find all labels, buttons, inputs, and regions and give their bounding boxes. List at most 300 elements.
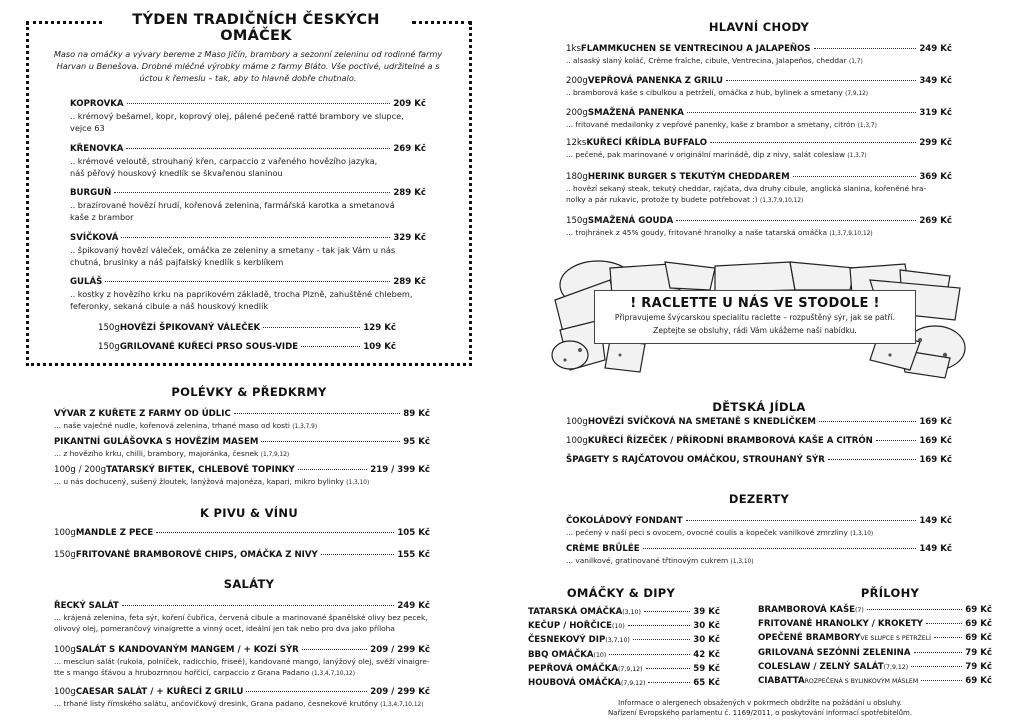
leader-dots xyxy=(234,413,400,414)
item-price: 329 Kč xyxy=(393,232,426,243)
leader-dots xyxy=(643,548,917,549)
item-price: 169 Kč xyxy=(919,436,952,446)
item-weight: 150g xyxy=(98,342,120,352)
item-name: ČESNEKOVÝ DIP xyxy=(528,635,606,646)
side-item xyxy=(758,618,992,630)
item-row xyxy=(98,322,396,334)
item-name: HOUBOVÁ OMÁČKA xyxy=(528,678,621,688)
item-description xyxy=(70,288,426,300)
item-name: CAESAR SALÁT / + KUŘECÍ Z GRILU xyxy=(75,687,244,697)
item-price: 249 Kč xyxy=(919,44,952,54)
side-item xyxy=(758,632,992,645)
item-row xyxy=(758,618,992,630)
sides-title: PŘÍLOHY xyxy=(860,586,920,600)
item-row xyxy=(528,620,720,633)
item-weight: 12ks xyxy=(566,138,587,148)
sauce-item xyxy=(70,232,426,268)
item-allergens: (1,3,10) xyxy=(346,480,370,486)
item-row xyxy=(566,416,952,428)
item-price: 89 Kč xyxy=(403,409,430,419)
leader-dots xyxy=(646,668,691,669)
raclette-line1: Připravujeme švýcarskou specialitu raclette – rozpuštěný sýr, jak se patří. xyxy=(614,313,896,322)
soup-item xyxy=(54,436,430,461)
leader-dots xyxy=(876,440,916,441)
item-name: PEPŘOVÁ OMÁČKA xyxy=(528,663,618,674)
side-item xyxy=(758,661,992,674)
item-row xyxy=(70,232,426,244)
item-row xyxy=(528,606,720,619)
item-allergens: (7) xyxy=(855,607,864,614)
kids-item xyxy=(566,416,952,428)
dip-item xyxy=(528,620,720,633)
item-row xyxy=(758,604,992,617)
leader-dots xyxy=(156,532,394,533)
leader-dots xyxy=(793,176,917,177)
raclette-box xyxy=(594,290,916,344)
item-price: 65 Kč xyxy=(693,678,720,688)
item-description-text: nolky a pár rukavic, protože ty budete potřebovat :) xyxy=(566,195,758,204)
item-price: 69 Kč xyxy=(965,633,992,644)
item-row xyxy=(70,187,426,199)
item-row xyxy=(528,634,720,647)
item-weight: 200g xyxy=(566,76,588,86)
item-row xyxy=(758,675,992,688)
leader-dots xyxy=(819,421,916,422)
item-price: 289 Kč xyxy=(393,277,426,287)
raclette-title: ! RACLETTE U NÁS VE STODOLE ! xyxy=(630,296,880,311)
item-row xyxy=(566,137,952,149)
extra-item xyxy=(98,341,396,353)
side-item xyxy=(758,647,992,659)
item-name: KEČUP / HOŘČICE xyxy=(528,621,613,632)
desserts-title: DEZERTY xyxy=(728,492,790,506)
item-allergens: (1,3,4,7,10,12) xyxy=(311,671,355,677)
item-row xyxy=(566,543,952,555)
item-allergens: (1,7,9,12) xyxy=(260,452,290,458)
soup-item xyxy=(54,464,430,489)
leader-dots xyxy=(644,611,690,612)
item-weight: 100g xyxy=(566,417,588,427)
item-description-text: tte s mango šťávou a hrubozrnnou hořčicí, carpaccio z Grana Padano xyxy=(54,668,310,677)
leader-dots xyxy=(609,654,690,655)
item-row xyxy=(758,632,992,645)
leader-dots xyxy=(686,520,917,521)
leader-dots xyxy=(867,609,963,610)
item-row xyxy=(758,661,992,674)
leader-dots xyxy=(633,639,690,640)
leader-dots xyxy=(298,469,367,470)
salad-item xyxy=(54,600,430,634)
item-weight: 150g xyxy=(98,323,120,333)
item-allergens: (7,9,12) xyxy=(620,680,646,687)
raclette-line2: Zeptejte se obsluhy, rádi Vám ukážeme naši nabídku. xyxy=(653,326,857,335)
extra-item xyxy=(98,322,396,334)
item-name: ŘECKÝ SALÁT xyxy=(54,601,119,611)
beer-item xyxy=(54,549,430,561)
item-price: 69 Kč xyxy=(965,605,992,615)
item-description-text: ... pečený v naší peci s ovocem, ovocné coulis a kopeček vanilkové zmrzliny xyxy=(566,528,848,537)
leader-dots xyxy=(126,148,390,149)
item-name: HOVĚZÍ SVÍČKOVÁ NA SMETANĚ S KNEDLÍČKEM xyxy=(587,417,816,427)
item-weight: 100g xyxy=(54,528,76,538)
item-allergens: (7,9,12) xyxy=(845,91,869,97)
salad-item xyxy=(54,686,430,711)
item-price: 369 Kč xyxy=(919,172,952,182)
item-name: FLAMMKUCHEN SE VENTRECINOU A JALAPEÑOS xyxy=(580,44,811,54)
sauce-item xyxy=(70,98,426,134)
item-allergens: (1,3,7,9,10,12) xyxy=(760,198,804,204)
soup-item xyxy=(54,408,430,433)
item-description-text: .. špikovaný hovězí váleček, omáčka ze zeleniny a smetany - tak jak Vám u nás xyxy=(70,244,396,255)
item-description xyxy=(70,155,426,167)
item-price: 155 Kč xyxy=(397,550,430,560)
item-allergens: (3,10) xyxy=(622,609,641,616)
item-allergens: (1,3,7,9,10,12) xyxy=(829,231,873,237)
item-allergens: (1,3,7) xyxy=(847,153,867,159)
item-description xyxy=(566,55,952,68)
item-description xyxy=(70,300,426,312)
leader-dots xyxy=(261,441,400,442)
item-name: HERINK BURGER S TEKUTÝM CHEDDAREM xyxy=(587,172,790,182)
item-name: COLESLAW / ZELNÝ SALÁT xyxy=(758,661,884,672)
item-price: 209 / 299 Kč xyxy=(370,645,430,655)
item-allergens: (3,7,10) xyxy=(605,637,630,645)
item-description-text: .. alsaský slaný koláč, Crème fraîche, cibule, Ventrecina, Jalapeños, cheddar xyxy=(566,56,847,65)
item-description xyxy=(54,667,430,680)
dip-item xyxy=(528,606,720,619)
item-allergens: (10) xyxy=(593,651,607,659)
item-name: MANDLE Z PECE xyxy=(75,528,154,538)
item-price: 269 Kč xyxy=(919,216,952,226)
item-description xyxy=(54,612,430,623)
salads-title: SALÁTY xyxy=(223,577,275,591)
item-weight: 150g xyxy=(566,216,588,226)
item-price: 169 Kč xyxy=(919,455,952,465)
item-price: 269 Kč xyxy=(393,143,426,154)
item-price: 109 Kč xyxy=(363,342,396,352)
footer-line1: Informace o alergenech obsažených v pokrmech obdržíte na požádání u obsluhy. xyxy=(618,699,902,707)
item-allergens: VE SLUPCE S PETRŽELÍ xyxy=(860,635,931,643)
dessert-item xyxy=(566,543,952,568)
item-row xyxy=(54,686,430,698)
leader-dots xyxy=(321,554,395,555)
item-row xyxy=(758,647,992,659)
leader-dots xyxy=(301,346,360,347)
item-description-text: ... u nás dochucený, sušený žloutek, lanýžová majonéza, kapari, mikro bylinky xyxy=(54,477,344,486)
item-row xyxy=(566,107,952,119)
item-allergens: (1,3,10) xyxy=(730,559,754,565)
item-price: 209 / 299 Kč xyxy=(370,687,430,697)
item-weight: 1ks xyxy=(566,44,581,54)
item-price: 105 Kč xyxy=(397,528,430,538)
item-weight: 180g xyxy=(566,172,588,182)
item-description xyxy=(566,87,952,100)
leader-dots xyxy=(122,605,394,606)
item-row xyxy=(528,663,720,676)
leader-dots xyxy=(302,649,367,650)
leader-dots xyxy=(911,666,962,667)
item-allergens: (1,3,4,7,10,12) xyxy=(380,702,424,708)
item-description xyxy=(54,448,430,461)
item-price: 169 Kč xyxy=(919,417,952,427)
beer-item xyxy=(54,527,430,539)
item-description-text: feferonky, sekaná cibule a náš houskový knedlík xyxy=(70,301,269,311)
leader-dots xyxy=(934,637,962,638)
item-description-text: kaše z brambor xyxy=(70,212,134,222)
leader-dots xyxy=(726,80,916,81)
item-name: KUŘECÍ ŘÍZEČEK / PŘÍRODNÍ BRAMBOROVÁ KAŠE A CITRÓN xyxy=(587,436,873,446)
item-name: SVÍČKOVÁ xyxy=(70,232,119,243)
item-description xyxy=(70,167,426,179)
item-price: 42 Kč xyxy=(693,649,720,660)
item-description-text: .. kostky z hovězího krku na paprikovém základě, trocha Plzně, zahuštěné chlebem, xyxy=(70,289,413,299)
item-row xyxy=(528,677,720,690)
item-row xyxy=(54,436,430,448)
dessert-item xyxy=(566,515,952,540)
item-description xyxy=(70,211,426,223)
item-description xyxy=(70,110,426,122)
item-name: PIKANTNÍ GULÁŠOVKA S HOVĚZÍM MASEM xyxy=(54,437,259,447)
main-item xyxy=(566,107,952,132)
main-item xyxy=(566,215,952,240)
item-weight: 100g / 200g xyxy=(54,465,107,475)
item-price: 95 Kč xyxy=(403,437,430,447)
kids-item xyxy=(566,435,952,447)
item-price: 209 Kč xyxy=(393,99,426,109)
item-row xyxy=(70,98,426,110)
item-name: ŠPAGETY S RAJČATOVOU OMÁČKOU, STROUHANÝ SÝR xyxy=(566,455,825,465)
item-row xyxy=(566,515,952,527)
item-row xyxy=(54,464,430,476)
item-description-text: olivový olej, pomerančový vinaigrette a vinný ocet, ideální jen tak nebo pro dva jako příloha xyxy=(54,624,395,633)
item-description xyxy=(70,122,426,134)
leader-dots xyxy=(921,680,962,681)
item-name: BURGUŇ xyxy=(70,188,112,198)
item-allergens: (1,7) xyxy=(848,59,863,65)
allergen-footer xyxy=(560,698,960,718)
item-price: 79 Kč xyxy=(965,661,992,672)
item-row xyxy=(70,143,426,155)
leader-dots xyxy=(648,682,690,683)
item-description-text: chutná, brusinky a náš pajfalský knedlík s kerblíkem xyxy=(70,256,284,267)
main-item xyxy=(566,43,952,68)
side-item xyxy=(758,675,992,688)
item-row xyxy=(566,171,952,183)
item-row xyxy=(566,75,952,87)
leader-dots xyxy=(926,623,962,624)
main-item xyxy=(566,171,952,207)
item-row xyxy=(566,454,952,466)
item-name: FRITOVANÉ HRANOLKY / KROKETY xyxy=(758,619,924,630)
side-item xyxy=(758,604,992,617)
item-description-text: ... z hovězího krku, chilli, brambory, majoránka, česnek xyxy=(54,449,259,458)
item-allergens: (1,3,7,9) xyxy=(292,424,318,430)
item-name: VEPŘOVÁ PANENKA Z GRILU xyxy=(587,76,724,86)
main-item xyxy=(566,75,952,100)
item-description xyxy=(70,199,426,211)
leader-dots xyxy=(263,327,360,328)
item-description xyxy=(54,698,430,711)
item-name: ČOKOLÁDOVÝ FONDANT xyxy=(566,516,683,526)
item-price: 69 Kč xyxy=(965,619,992,630)
frame-top-left xyxy=(26,21,102,24)
leader-dots xyxy=(914,652,963,653)
sauce-item xyxy=(70,187,426,223)
item-description-text: .. krémové veloutě, strouhaný křen, carpaccio z vařeného hovězího jazyka, xyxy=(70,155,378,166)
item-name: BBQ OMÁČKA xyxy=(528,649,594,660)
item-description xyxy=(54,656,430,667)
item-price: 30 Kč xyxy=(693,635,720,646)
dip-item xyxy=(528,663,720,676)
footer-line2: Nařízení Evropského parlamentu č. 1169/2011, o poskytování informací spotřebitelům. xyxy=(607,709,913,717)
item-description-text: vejce 63 xyxy=(70,123,105,133)
item-name: KUŘECÍ KŘÍDLA BUFFALO xyxy=(586,138,707,148)
item-row xyxy=(54,600,430,612)
item-weight: 150g xyxy=(54,550,76,560)
item-description xyxy=(70,244,426,256)
item-weight: 200g xyxy=(566,108,588,118)
item-description-text: ... vanilkové, gratinované třtinovým cukrem xyxy=(566,556,729,565)
item-row xyxy=(98,341,396,353)
item-price: 39 Kč xyxy=(693,607,720,617)
item-description xyxy=(70,256,426,268)
item-name: BRAMBOROVÁ KAŠE xyxy=(758,605,855,615)
leader-dots xyxy=(105,281,390,282)
item-description-text: ... naše vaječné nudle, kořenová zelenina, trhané maso od kosti xyxy=(54,421,290,430)
item-description-text: .. krémový bešamel, kopr, koprový olej, pálené pečené ratté brambory ve slupce, xyxy=(70,111,404,121)
item-allergens: (1,3,10) xyxy=(850,531,874,537)
item-name: TATARSKÝ BIFTEK, CHLEBOVÉ TOPINKY xyxy=(106,465,295,475)
item-weight: 100g xyxy=(566,436,588,446)
sauce-item xyxy=(70,276,426,312)
item-description-text: ... mesclun salát (rukola, polníček, radicchio, friseé), kandované mango, lanýžový olej, svěží vinaigre- xyxy=(54,657,430,666)
item-allergens: ROZPEČENÁ S BYLINKOVÝM MÁSLEM xyxy=(804,678,919,685)
beer-title: K PIVU & VÍNU xyxy=(200,506,298,520)
item-price: 79 Kč xyxy=(965,647,992,658)
leader-dots xyxy=(676,220,916,221)
item-description xyxy=(566,149,952,162)
item-description xyxy=(54,623,430,634)
item-description xyxy=(566,227,952,240)
item-row xyxy=(54,644,430,656)
item-price: 289 Kč xyxy=(393,188,426,198)
leader-dots xyxy=(121,237,390,238)
item-price: 319 Kč xyxy=(919,108,952,118)
dips-title: OMÁČKY & DIPY xyxy=(566,586,676,600)
item-description xyxy=(54,476,430,489)
leader-dots xyxy=(710,142,916,143)
item-price: 69 Kč xyxy=(965,676,992,686)
sauce-item xyxy=(70,143,426,179)
item-name: KŘENOVKA xyxy=(70,143,124,154)
kids-item xyxy=(566,454,952,466)
item-allergens: (1,3,7) xyxy=(857,123,877,129)
item-price: 299 Kč xyxy=(919,138,952,148)
leader-dots xyxy=(114,192,390,193)
item-weight: 100g xyxy=(54,687,76,697)
dip-item xyxy=(528,649,720,662)
item-description-text: náš pěřový houskový knedlík se škvařenou slaninou xyxy=(70,167,283,178)
leader-dots xyxy=(828,459,916,460)
item-name: TATARSKÁ OMÁČKA xyxy=(528,607,623,617)
item-description xyxy=(566,194,952,207)
leader-dots xyxy=(246,691,367,692)
item-name: GRILOVANÁ SEZÓNNÍ ZELENINA xyxy=(758,647,911,658)
sauce-week-intro: Maso na omáčky a vývary bereme z Maso Jičín, brambory a sezonní zeleninu od rodinné farmy Harvan u Benešova. Drobné mléčné výrobky máme z farmy Bláto. Vše poctivé, udržitelné a s úctou k řemeslu – tak, aby to hlavně dobře chutnalo. xyxy=(53,49,443,83)
item-name: VÝVAR Z KUŘETE Z FARMY OD ÚDLIC xyxy=(54,409,231,419)
item-allergens: (7,9,12) xyxy=(618,665,643,673)
item-description-text: ... fritované medailonky z vepřové panenky, kaše z brambor a smetany, citrón xyxy=(566,120,856,129)
item-description xyxy=(566,527,952,540)
item-row xyxy=(54,549,430,561)
mains-title: HLAVNÍ CHODY xyxy=(708,20,810,34)
item-price: 149 Kč xyxy=(919,544,952,554)
item-name: OPEČENÉ BRAMBORY xyxy=(758,633,861,644)
item-description-text: .. brazírované hovězí hrudí, kořenová zelenina, farmářská karotka a smetanová xyxy=(70,200,395,210)
item-price: 149 Kč xyxy=(919,516,952,526)
item-description-text: ... krájená zelenina, feta sýr, koření čubřica, červená cibule a marinované španělské olivy bez pecek, xyxy=(54,613,428,622)
item-row xyxy=(528,649,720,662)
item-name: FRITOVANÉ BRAMBOROVÉ CHIPS, OMÁČKA Z NIVY xyxy=(75,550,318,560)
main-item xyxy=(566,137,952,162)
item-allergens: (10) xyxy=(612,623,625,631)
item-description-text: ... pečené, pak marinované v originální marinádě, dip z nivy, salát coleslaw xyxy=(566,150,846,159)
item-description xyxy=(54,420,430,433)
leader-dots xyxy=(127,103,391,104)
item-price: 59 Kč xyxy=(693,663,720,674)
soups-title: POLÉVKY & PŘEDKRMY xyxy=(171,385,327,399)
item-name: GRILOVANÉ KUŘECÍ PRSO SOUS-VIDE xyxy=(119,342,299,352)
dip-item xyxy=(528,677,720,690)
item-name: CIABATTA xyxy=(758,676,805,686)
item-row xyxy=(566,215,952,227)
item-description xyxy=(566,119,952,132)
item-row xyxy=(566,43,952,55)
item-price: 349 Kč xyxy=(919,76,952,86)
item-row xyxy=(54,408,430,420)
item-name: SMAŽENÁ GOUDA xyxy=(587,216,674,226)
kids-title: DĚTSKÁ JÍDLA xyxy=(712,400,806,414)
item-price: 30 Kč xyxy=(693,621,720,632)
item-description-text: ... trojhránek z 45% goudy, fritované hranolky a naše tatarská omáčka xyxy=(566,228,827,237)
frame-top-right xyxy=(412,21,472,24)
item-name: KOPROVKA xyxy=(70,99,124,109)
item-description xyxy=(566,183,952,194)
item-name: SALÁT S KANDOVANÝM MANGEM / + KOZÍ SÝR xyxy=(75,645,299,655)
item-weight: 100g xyxy=(54,645,76,655)
item-name: HOVĚZÍ ŠPIKOVANÝ VÁLEČEK xyxy=(119,323,261,333)
leader-dots xyxy=(628,625,691,626)
item-row xyxy=(566,435,952,447)
item-name: SMAŽENÁ PANENKA xyxy=(587,108,684,118)
item-name: CRÈME BRÛLÉE xyxy=(566,544,640,554)
item-description-text: ... trhané listy římského salátu, ančovičkový dresink, Grana padano, česnekové krutóny xyxy=(54,699,378,708)
item-row xyxy=(54,527,430,539)
sauce-week-title: TÝDEN TRADIČNÍCH ČESKÝCH OMÁČEK xyxy=(132,12,380,44)
leader-dots xyxy=(687,112,916,113)
item-allergens: (7,9,12) xyxy=(883,663,909,671)
item-description-text: .. bramborová kaše s cibulkou a petrželí, omáčka z hub, bylinek a smetany xyxy=(566,88,843,97)
item-name: GULÁŠ xyxy=(70,277,103,287)
leader-dots xyxy=(814,48,917,49)
dip-item xyxy=(528,634,720,647)
item-description xyxy=(566,555,952,568)
item-price: 129 Kč xyxy=(363,323,396,333)
item-price: 219 / 399 Kč xyxy=(370,465,430,475)
item-description-text: .. hovězí sekaný steak, tekutý cheddar, rajčata, dva druhy cibule, anglická slanina, kořeněné hra- xyxy=(566,184,927,193)
item-row xyxy=(70,276,426,288)
item-price: 249 Kč xyxy=(397,601,430,611)
